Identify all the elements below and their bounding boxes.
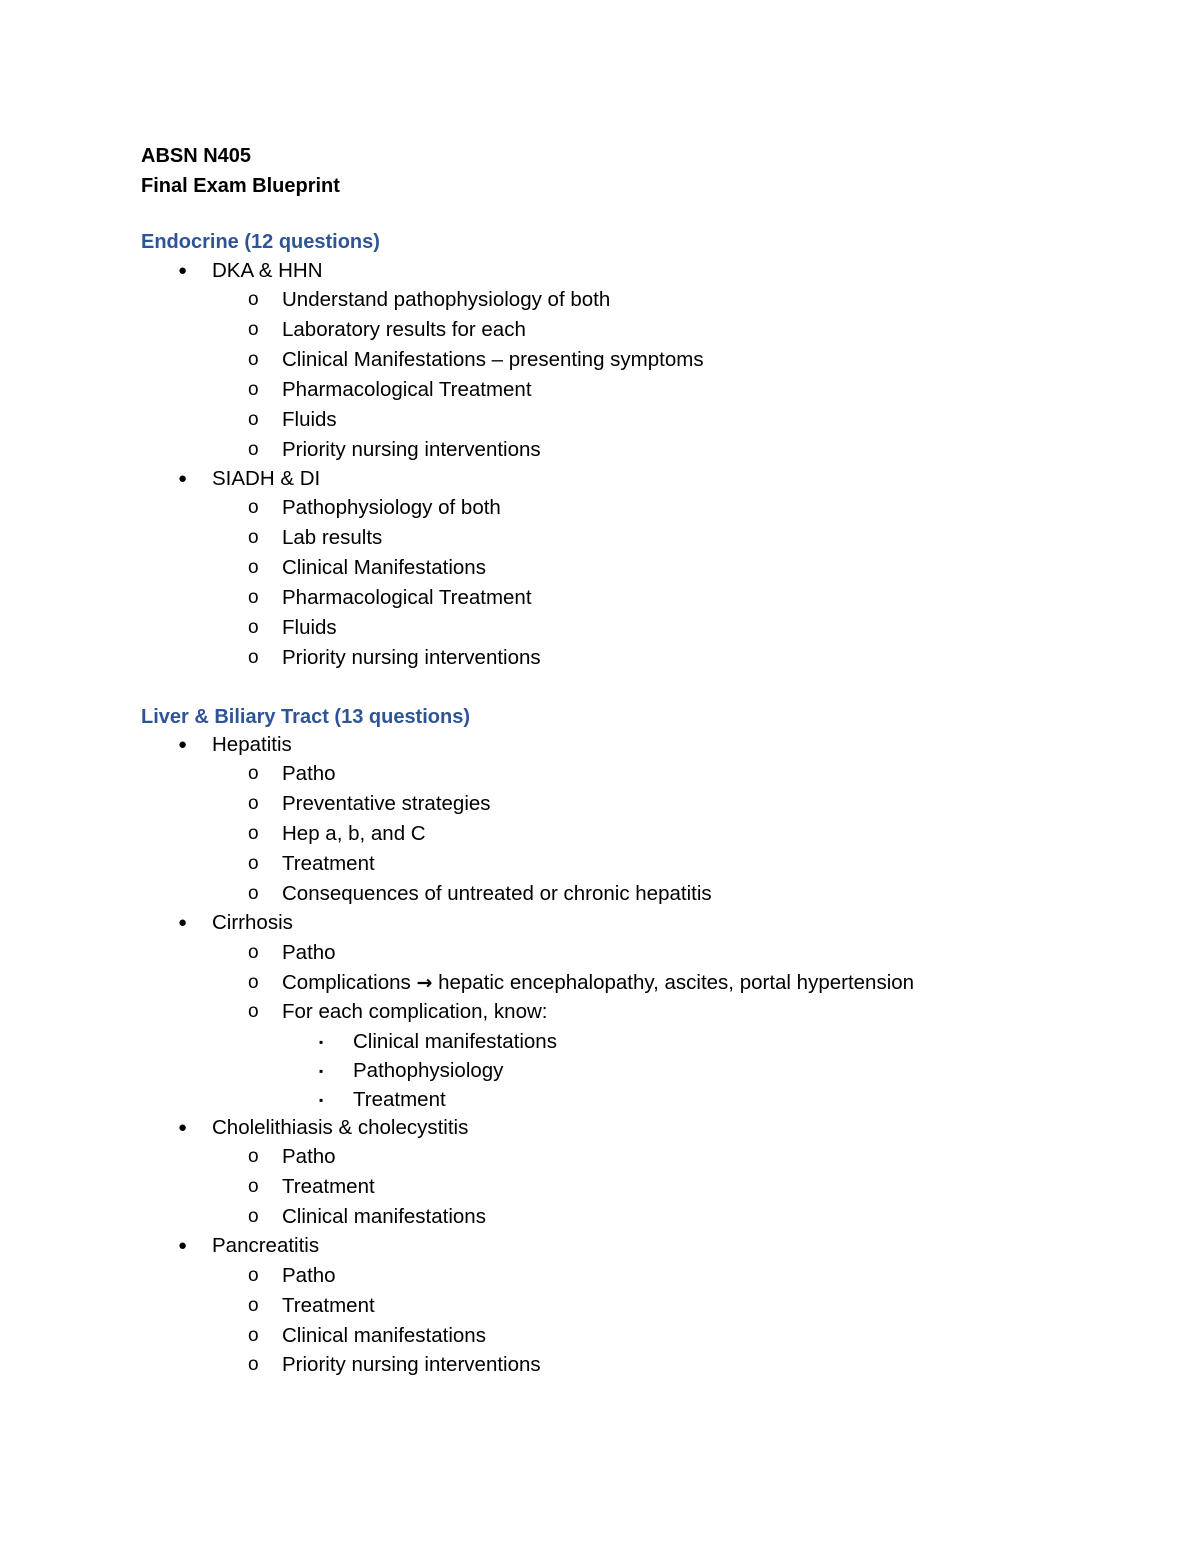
circle-marker: o xyxy=(248,497,259,518)
topic-hepatitis xyxy=(178,730,292,760)
item-text: Pathophysiology xyxy=(353,1059,504,1082)
document-title: Final Exam Blueprint xyxy=(141,175,340,197)
topic-pancreatitis xyxy=(178,1231,320,1261)
circle-marker: o xyxy=(248,1265,259,1286)
list-item xyxy=(248,435,541,465)
list-item xyxy=(248,405,337,435)
list-item xyxy=(248,613,337,643)
square-marker: ▪ xyxy=(319,1064,324,1078)
item-text: Fluids xyxy=(282,408,337,431)
bullet-marker: ● xyxy=(178,262,188,279)
sub-list-item xyxy=(319,1085,446,1115)
topic-label: Cirrhosis xyxy=(212,911,293,934)
item-text: For each complication, know: xyxy=(282,1000,548,1023)
circle-marker: o xyxy=(248,823,259,844)
list-item xyxy=(248,643,541,673)
bullet-marker: ● xyxy=(178,470,188,487)
item-text: Complications xyxy=(282,971,411,994)
circle-marker: o xyxy=(248,1325,259,1346)
circle-marker: o xyxy=(248,1206,259,1227)
section-heading-endocrine: Endocrine (12 questions) xyxy=(141,231,380,253)
item-text: Consequences of untreated or chronic hepatitis xyxy=(282,882,712,905)
item-text: Treatment xyxy=(353,1088,446,1111)
circle-marker: o xyxy=(248,763,259,784)
item-text: Clinical manifestations xyxy=(282,1324,486,1347)
sub-list-item xyxy=(319,1027,557,1057)
list-item xyxy=(248,997,548,1027)
topic-label: Hepatitis xyxy=(212,733,292,756)
item-text: Patho xyxy=(282,762,336,785)
item-text: Pathophysiology of both xyxy=(282,496,501,519)
item-text: Preventative strategies xyxy=(282,792,491,815)
circle-marker: o xyxy=(248,527,259,548)
topic-label: Pancreatitis xyxy=(212,1234,320,1257)
list-item-complications xyxy=(248,968,915,998)
circle-marker: o xyxy=(248,1354,259,1375)
list-item xyxy=(248,375,532,405)
circle-marker: o xyxy=(248,647,259,668)
list-item xyxy=(248,285,611,315)
circle-marker: o xyxy=(248,379,259,400)
circle-marker: o xyxy=(248,439,259,460)
circle-marker: o xyxy=(248,557,259,578)
item-text: Understand pathophysiology of both xyxy=(282,288,611,311)
item-text: Priority nursing interventions xyxy=(282,438,541,461)
topic-label: Cholelithiasis & cholecystitis xyxy=(212,1116,469,1139)
topic-label: DKA & HHN xyxy=(212,259,323,282)
item-text: Treatment xyxy=(282,1175,375,1198)
circle-marker: o xyxy=(248,587,259,608)
course-code: ABSN N405 xyxy=(141,145,252,167)
item-text: Clinical manifestations xyxy=(353,1030,557,1053)
item-text: Hep a, b, and C xyxy=(282,822,426,845)
bullet-marker: ● xyxy=(178,1119,188,1136)
bullet-marker: ● xyxy=(178,1237,188,1254)
circle-marker: o xyxy=(248,289,259,310)
circle-marker: o xyxy=(248,853,259,874)
topic-cholelithiasis xyxy=(178,1113,469,1143)
item-text: Pharmacological Treatment xyxy=(282,378,532,401)
list-item xyxy=(248,819,426,849)
list-item xyxy=(248,1291,375,1321)
list-item xyxy=(248,1321,486,1351)
circle-marker: o xyxy=(248,942,259,963)
topic-cirrhosis xyxy=(178,908,293,938)
list-item xyxy=(248,523,383,553)
circle-marker: o xyxy=(248,409,259,430)
circle-marker: o xyxy=(248,1176,259,1197)
item-text: Treatment xyxy=(282,852,375,875)
list-item xyxy=(248,879,712,909)
circle-marker: o xyxy=(248,319,259,340)
list-item xyxy=(248,759,336,789)
list-item xyxy=(248,1350,541,1380)
circle-marker: o xyxy=(248,1295,259,1316)
right-arrow-icon: → xyxy=(416,972,433,994)
item-text: Priority nursing interventions xyxy=(282,646,541,669)
list-item xyxy=(248,1261,336,1291)
item-text: Clinical Manifestations – presenting symptoms xyxy=(282,348,704,371)
list-item xyxy=(248,1202,486,1232)
list-item xyxy=(248,1172,375,1202)
list-item xyxy=(248,583,532,613)
circle-marker: o xyxy=(248,972,259,993)
list-item xyxy=(248,789,491,819)
item-text: Treatment xyxy=(282,1294,375,1317)
circle-marker: o xyxy=(248,349,259,370)
item-text: Clinical Manifestations xyxy=(282,556,486,579)
topic-siadh-di xyxy=(178,464,321,494)
circle-marker: o xyxy=(248,883,259,904)
item-text: Clinical manifestations xyxy=(282,1205,486,1228)
bullet-marker: ● xyxy=(178,736,188,753)
list-item xyxy=(248,553,486,583)
square-marker: ▪ xyxy=(319,1035,324,1049)
section-heading-liver-biliary: Liver & Biliary Tract (13 questions) xyxy=(141,706,470,728)
item-text: Patho xyxy=(282,1145,336,1168)
topic-label: SIADH & DI xyxy=(212,467,321,490)
list-item xyxy=(248,315,526,345)
list-item xyxy=(248,345,704,375)
item-text: Pharmacological Treatment xyxy=(282,586,532,609)
circle-marker: o xyxy=(248,1001,259,1022)
circle-marker: o xyxy=(248,1146,259,1167)
list-item xyxy=(248,1142,336,1172)
sub-list-item xyxy=(319,1056,504,1086)
item-text: hepatic encephalopathy, ascites, portal hypertension xyxy=(438,971,915,994)
list-item xyxy=(248,938,336,968)
topic-dka-hhn xyxy=(178,256,323,286)
item-text: Priority nursing interventions xyxy=(282,1353,541,1376)
item-text: Patho xyxy=(282,1264,336,1287)
list-item xyxy=(248,493,501,523)
bullet-marker: ● xyxy=(178,914,188,931)
item-text: Patho xyxy=(282,941,336,964)
list-item xyxy=(248,849,375,879)
circle-marker: o xyxy=(248,793,259,814)
square-marker: ▪ xyxy=(319,1093,324,1107)
item-text: Lab results xyxy=(282,526,383,549)
item-text: Laboratory results for each xyxy=(282,318,526,341)
circle-marker: o xyxy=(248,617,259,638)
item-text: Fluids xyxy=(282,616,337,639)
